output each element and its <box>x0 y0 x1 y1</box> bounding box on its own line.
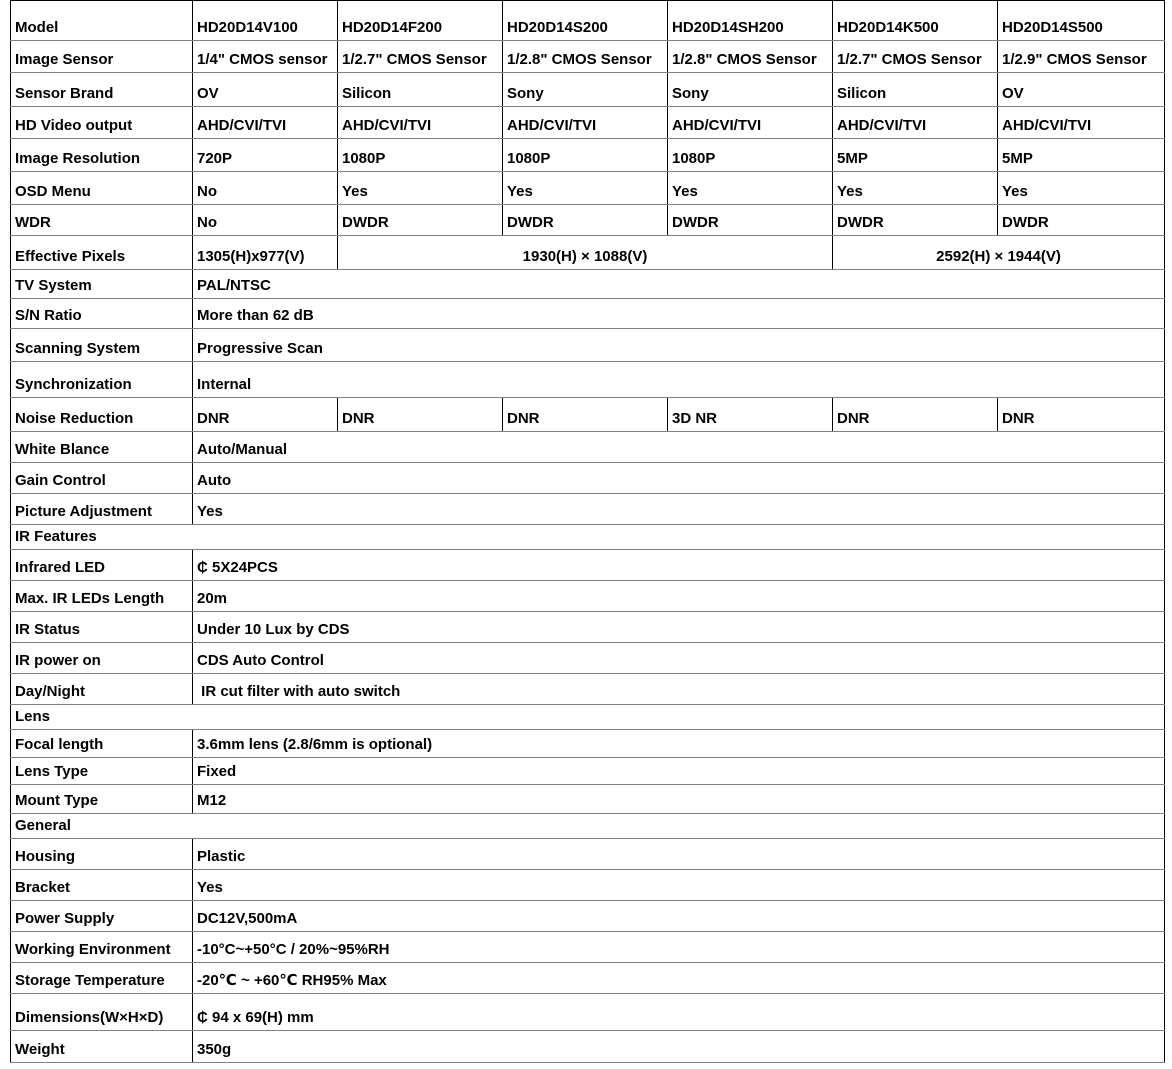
value-cell: DNR <box>998 398 1165 432</box>
general-header <box>11 814 1165 839</box>
value-cell: AHD/CVI/TVI <box>338 107 503 139</box>
value-cell: Plastic <box>193 839 1165 870</box>
section-title: Lens <box>11 705 1165 730</box>
row-label: Max. IR LEDs Length <box>11 581 193 612</box>
value-cell: OV <box>998 73 1165 107</box>
picture-adjustment-row <box>11 494 1165 525</box>
value-cell: 1/4" CMOS sensor <box>193 41 338 73</box>
lens-header <box>11 705 1165 730</box>
ir-features-header <box>11 525 1165 550</box>
scanning-system-row <box>11 329 1165 362</box>
row-label: IR power on <box>11 643 193 674</box>
value-cell: Sony <box>503 73 668 107</box>
value-cell: Yes <box>193 494 1165 525</box>
value-cell: PAL/NTSC <box>193 270 1165 299</box>
dimensions-row <box>11 994 1165 1031</box>
value-cell: DWDR <box>503 205 668 236</box>
value-cell: DNR <box>338 398 503 432</box>
row-label: Sensor Brand <box>11 73 193 107</box>
value-cell: DNR <box>193 398 338 432</box>
value-cell: DWDR <box>668 205 833 236</box>
row-label: Model <box>11 1 193 41</box>
value-cell: DWDR <box>998 205 1165 236</box>
row-label: Housing <box>11 839 193 870</box>
value-cell: No <box>193 205 338 236</box>
row-label: Effective Pixels <box>11 236 193 270</box>
section-title: IR Features <box>11 525 1165 550</box>
model-cell: HD20D14S200 <box>503 1 668 41</box>
value-cell: 20m <box>193 581 1165 612</box>
value-cell: Yes <box>668 172 833 205</box>
value-cell: 1080P <box>668 139 833 172</box>
value-cell: Auto <box>193 463 1165 494</box>
value-cell: DNR <box>503 398 668 432</box>
value-cell: 350g <box>193 1031 1165 1063</box>
value-cell: More than 62 dB <box>193 299 1165 329</box>
model-cell: HD20D14K500 <box>833 1 998 41</box>
value-cell: 1/2.9" CMOS Sensor <box>998 41 1165 73</box>
row-label: Lens Type <box>11 758 193 785</box>
value-cell: DWDR <box>338 205 503 236</box>
hd-video-output-row <box>11 107 1165 139</box>
row-label: Bracket <box>11 870 193 901</box>
row-label: Image Resolution <box>11 139 193 172</box>
model-row <box>11 1 1165 41</box>
value-cell: 1/2.7" CMOS Sensor <box>338 41 503 73</box>
synchronization-row <box>11 362 1165 398</box>
value-cell: Yes <box>503 172 668 205</box>
value-cell: 3.6mm lens (2.8/6mm is optional) <box>193 730 1165 758</box>
sn-ratio-row <box>11 299 1165 329</box>
value-cell: 1305(H)x977(V) <box>193 236 338 270</box>
sensor-brand-row <box>11 73 1165 107</box>
row-label: TV System <box>11 270 193 299</box>
value-cell: -10°C~+50°C / 20%~95%RH <box>193 932 1165 963</box>
bracket-row <box>11 870 1165 901</box>
value-cell: Fixed <box>193 758 1165 785</box>
value-cell: ₵ 5X24PCS <box>193 550 1165 581</box>
row-label: Infrared LED <box>11 550 193 581</box>
working-environment-row <box>11 932 1165 963</box>
row-label: Scanning System <box>11 329 193 362</box>
tv-system-row <box>11 270 1165 299</box>
noise-reduction-row <box>11 398 1165 432</box>
power-supply-row <box>11 901 1165 932</box>
row-label: S/N Ratio <box>11 299 193 329</box>
day-night-row <box>11 674 1165 705</box>
section-title: General <box>11 814 1165 839</box>
value-cell: Silicon <box>338 73 503 107</box>
value-cell: AHD/CVI/TVI <box>193 107 338 139</box>
value-cell: CDS Auto Control <box>193 643 1165 674</box>
gain-control-row <box>11 463 1165 494</box>
spec-table <box>10 0 1165 1063</box>
white-balance-row <box>11 432 1165 463</box>
value-cell: Sony <box>668 73 833 107</box>
value-cell: 5MP <box>833 139 998 172</box>
value-cell: OV <box>193 73 338 107</box>
storage-temperature-row <box>11 963 1165 994</box>
value-cell: M12 <box>193 785 1165 814</box>
max-ir-length-row <box>11 581 1165 612</box>
value-cell: 1080P <box>503 139 668 172</box>
row-label: Picture Adjustment <box>11 494 193 525</box>
value-cell: No <box>193 172 338 205</box>
row-label: Working Environment <box>11 932 193 963</box>
row-label: Mount Type <box>11 785 193 814</box>
row-label: Storage Temperature <box>11 963 193 994</box>
lens-type-row <box>11 758 1165 785</box>
value-cell: 3D NR <box>668 398 833 432</box>
infrared-led-row <box>11 550 1165 581</box>
value-cell: Auto/Manual <box>193 432 1165 463</box>
image-resolution-row <box>11 139 1165 172</box>
value-cell: 1930(H) × 1088(V) <box>338 236 833 270</box>
focal-length-row <box>11 730 1165 758</box>
osd-menu-row <box>11 172 1165 205</box>
value-cell: ₵ 94 x 69(H) mm <box>193 994 1165 1031</box>
row-label: Noise Reduction <box>11 398 193 432</box>
value-cell: 2592(H) × 1944(V) <box>833 236 1165 270</box>
row-label: Synchronization <box>11 362 193 398</box>
value-cell: AHD/CVI/TVI <box>833 107 998 139</box>
row-label: Power Supply <box>11 901 193 932</box>
value-cell: -20℃ ~ +60℃ RH95% Max <box>193 963 1165 994</box>
image-sensor-row <box>11 41 1165 73</box>
mount-type-row <box>11 785 1165 814</box>
value-cell: Silicon <box>833 73 998 107</box>
value-cell: DC12V,500mA <box>193 901 1165 932</box>
wdr-row <box>11 205 1165 236</box>
row-label: IR Status <box>11 612 193 643</box>
row-label: OSD Menu <box>11 172 193 205</box>
value-cell: 5MP <box>998 139 1165 172</box>
row-label: WDR <box>11 205 193 236</box>
value-cell: IR cut filter with auto switch <box>193 674 1165 705</box>
housing-row <box>11 839 1165 870</box>
row-label: Image Sensor <box>11 41 193 73</box>
value-cell: 1/2.7" CMOS Sensor <box>833 41 998 73</box>
row-label: HD Video output <box>11 107 193 139</box>
model-cell: HD20D14F200 <box>338 1 503 41</box>
value-cell: Yes <box>338 172 503 205</box>
row-label: Focal length <box>11 730 193 758</box>
value-cell: Yes <box>833 172 998 205</box>
row-label: Day/Night <box>11 674 193 705</box>
model-cell: HD20D14SH200 <box>668 1 833 41</box>
value-cell: Internal <box>193 362 1165 398</box>
value-cell: Under 10 Lux by CDS <box>193 612 1165 643</box>
value-cell: DWDR <box>833 205 998 236</box>
model-cell: HD20D14S500 <box>998 1 1165 41</box>
value-cell: AHD/CVI/TVI <box>998 107 1165 139</box>
row-label: Dimensions(W×H×D) <box>11 994 193 1031</box>
row-label: Gain Control <box>11 463 193 494</box>
value-cell: 1/2.8" CMOS Sensor <box>668 41 833 73</box>
value-cell: 1080P <box>338 139 503 172</box>
value-cell: 720P <box>193 139 338 172</box>
value-cell: DNR <box>833 398 998 432</box>
ir-status-row <box>11 612 1165 643</box>
value-cell: 1/2.8" CMOS Sensor <box>503 41 668 73</box>
value-cell: Yes <box>998 172 1165 205</box>
value-cell: Yes <box>193 870 1165 901</box>
row-label: White Blance <box>11 432 193 463</box>
value-cell: Progressive Scan <box>193 329 1165 362</box>
ir-power-on-row <box>11 643 1165 674</box>
weight-row <box>11 1031 1165 1063</box>
value-cell: AHD/CVI/TVI <box>503 107 668 139</box>
model-cell: HD20D14V100 <box>193 1 338 41</box>
row-label: Weight <box>11 1031 193 1063</box>
effective-pixels-row <box>11 236 1165 270</box>
value-cell: AHD/CVI/TVI <box>668 107 833 139</box>
